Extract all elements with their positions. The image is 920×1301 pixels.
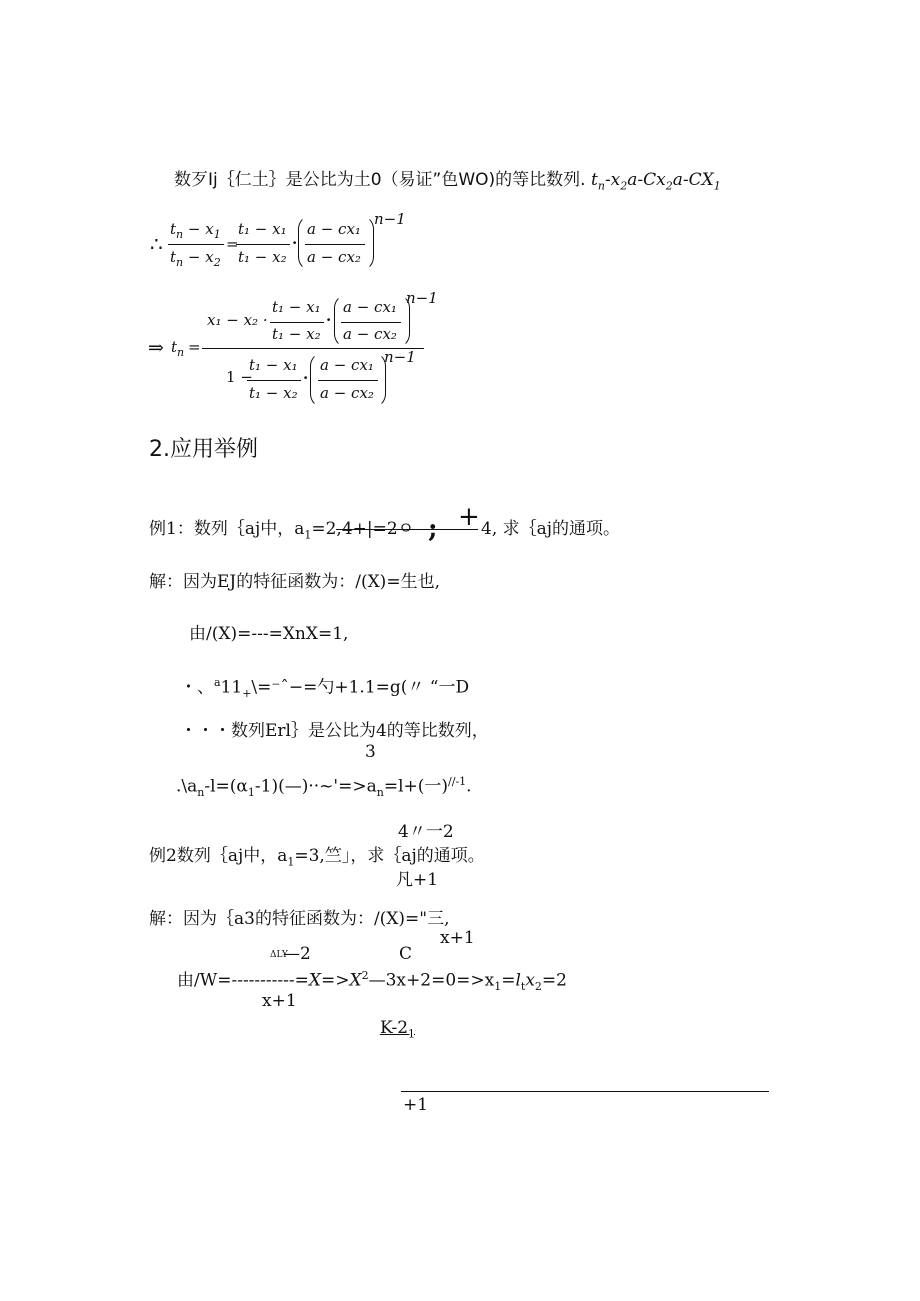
example2-solution-2-below: x+1 <box>262 991 297 1011</box>
example1-solution-1: 解：因为EJ的特征函数为：/(X)=生也, <box>149 572 440 592</box>
ratio-denominator: t₁ − x₂ <box>238 248 287 266</box>
example2-bottom: 凡+1 <box>396 870 439 890</box>
example2-solution-2: 由$/W=-----------=X=>X^2—3x+2=0=>x_1=l_tx_2=2$ <box>177 969 567 994</box>
fraction-bar <box>341 322 401 323</box>
example1-solution-4-denominator: 3 <box>365 742 376 762</box>
example2-statement: 例2数列｛aj中，$a_1=3$,竺」，求｛aj的通项。 <box>149 846 485 869</box>
big-denominator-lead: 1 − <box>226 368 253 386</box>
example2-solution-1-below: x+1 <box>440 928 475 948</box>
example2-solution-2-small: ΔLY <box>270 950 288 960</box>
lhs-denominator: $t_n - x_2$ <box>170 248 221 269</box>
horizontal-rule <box>401 1091 769 1092</box>
fraction-bar <box>247 380 301 381</box>
example2-top: 4〃一2 <box>398 822 454 842</box>
big-numerator-lead: x₁ − x₂ · <box>207 311 268 329</box>
example1-solution-4: ・・・数列Erl｝是公比为4的等比数列， <box>180 721 489 741</box>
fraction-bar <box>270 322 324 323</box>
example1-solution-2: 由/(X)=---=XnX=1, <box>189 624 349 644</box>
intro-line: 数歹Ij｛仁土｝是公比为土0（易证”色WO)的等比数列. $t_n-x_2a-Cx_2a-CX_1$ <box>174 170 721 193</box>
k-label: $K-2_1$ <box>380 1018 416 1041</box>
strike-line <box>336 529 478 530</box>
plus-one-label: +1 <box>403 1095 429 1115</box>
paren-numerator: a − cx₁ <box>307 220 361 238</box>
fraction-bar <box>318 380 378 381</box>
section-heading: 2.应用举例 <box>149 437 258 462</box>
example2-solution-2-top: —2 <box>283 944 311 964</box>
example1-statement-tail: 4, 求｛aj的通项。 <box>481 519 621 539</box>
lhs-numerator: $t_n - x_1$ <box>170 220 221 241</box>
exponent: n−1 <box>374 210 406 228</box>
fraction-bar <box>236 244 290 245</box>
example1-plus: + <box>458 502 480 532</box>
fraction-bar <box>305 244 365 245</box>
example1-solution-3: ・、$^a11_+\backslash=^-ˆ-=$勺+1.1=g(〃 “一D <box>180 676 470 701</box>
example1-solution-5: $.\backslash a_n-l=(\alpha_1-1)(—)\cdot\cdot\sim'=>a_n=l+$(一)$^{//-1}$. <box>176 775 472 800</box>
example1-semicolon: ; <box>428 514 438 544</box>
fraction-bar <box>168 244 224 245</box>
example1-statement: 例1：数列｛aj中，$a_1=2,4+|=2$ㅇ <box>149 519 415 542</box>
intro-text: 数歹Ij｛仁土｝是公比为土0（易证”色WO)的等比数列. <box>174 170 586 190</box>
example2-solution-2-c: C <box>399 944 413 964</box>
example2-solution-1: 解：因为｛a3的特征函数为：/(X)="三, <box>149 909 450 929</box>
paren-denominator: a − cx₂ <box>307 248 361 266</box>
ratio-numerator: t₁ − x₁ <box>238 220 287 238</box>
